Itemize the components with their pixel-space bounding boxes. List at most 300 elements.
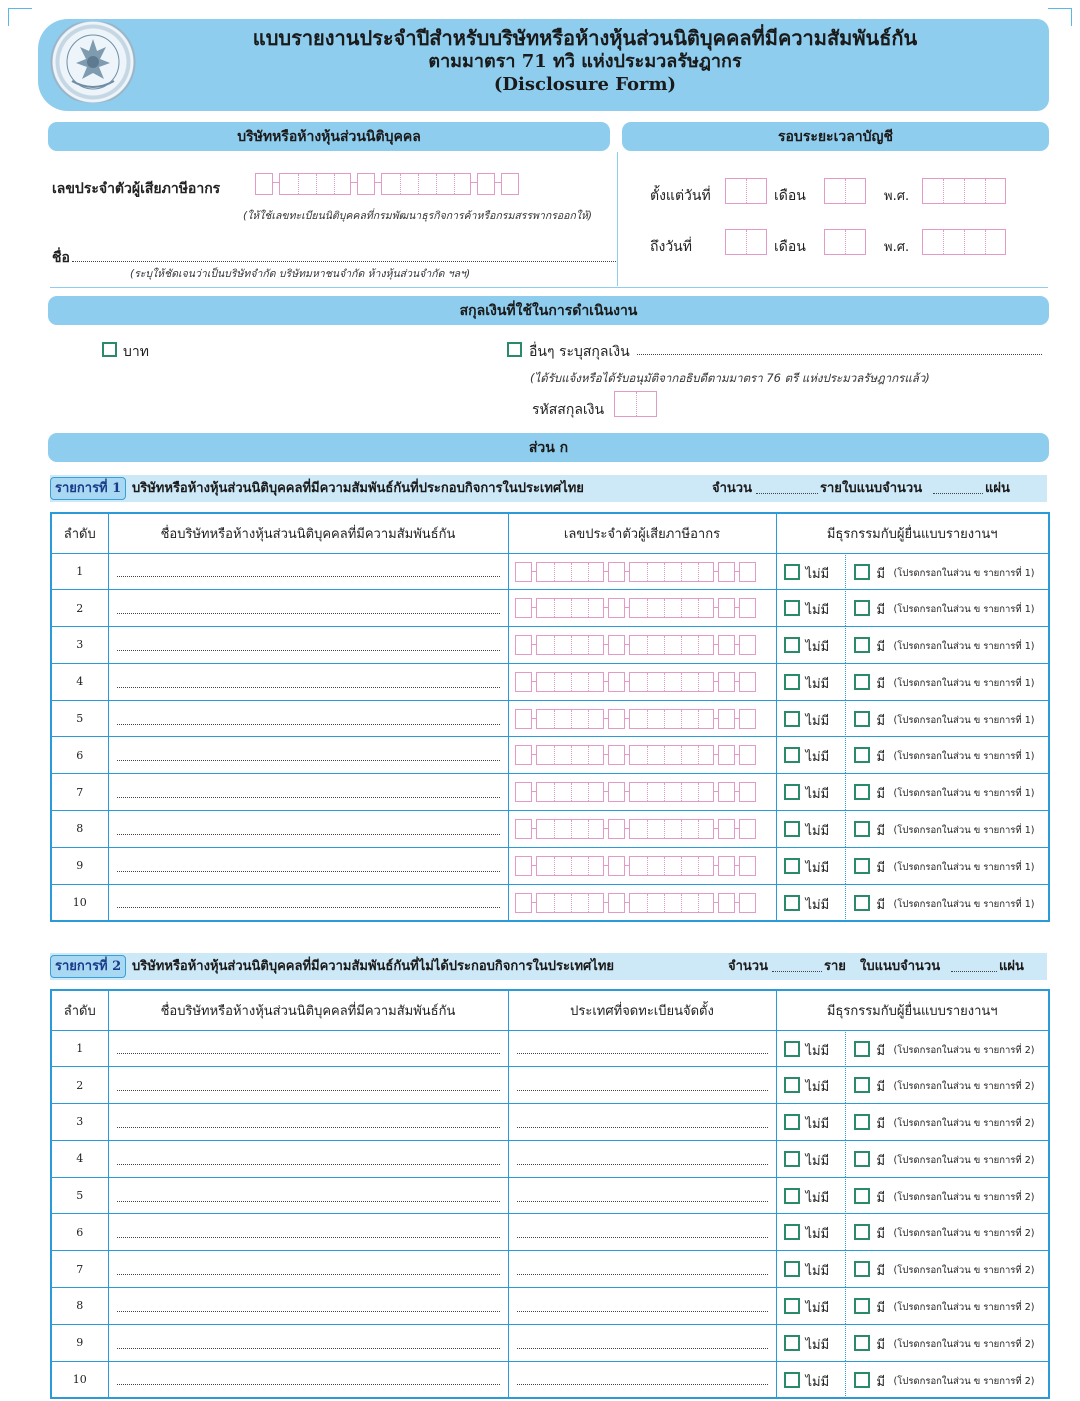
- taxid-digit-group[interactable]: [718, 635, 735, 655]
- part-a-title: ส่วน ก: [48, 433, 1049, 462]
- row-number: 4: [51, 663, 108, 700]
- related-company-name-field[interactable]: [108, 1214, 508, 1251]
- has-transaction-checkbox[interactable]: [854, 895, 870, 911]
- taxid-digit-group[interactable]: [255, 173, 273, 195]
- row-number: 8: [51, 811, 108, 848]
- to-year-field[interactable]: [922, 229, 1006, 255]
- from-day-field[interactable]: [725, 178, 767, 204]
- taxid-digit-group[interactable]: [515, 709, 532, 729]
- company-section-title: บริษัทหรือห้างหุ้นส่วนนิติบุคคล: [48, 122, 610, 151]
- table-row: [51, 1361, 1049, 1398]
- row-number: 5: [51, 1177, 108, 1214]
- yes-note: (โปรดกรอกในส่วน ข รายการที่ 2): [893, 1302, 1035, 1314]
- related-company-name-field[interactable]: [108, 1030, 508, 1067]
- taxid-digit-group[interactable]: [608, 598, 625, 618]
- taxid-digit-group[interactable]: [608, 893, 625, 913]
- taxid-digit-group[interactable]: [739, 672, 756, 692]
- taxid-digit-group[interactable]: [629, 672, 714, 692]
- related-company-name-field[interactable]: [108, 1177, 508, 1214]
- yes-note: (โปรดกรอกในส่วน ข รายการที่ 1): [893, 677, 1035, 689]
- transaction-options: [776, 663, 1049, 700]
- no-transaction-checkbox[interactable]: [784, 637, 800, 653]
- country-field[interactable]: [508, 1140, 776, 1177]
- item-1-tag: รายการที่ 1: [50, 477, 126, 500]
- taxid-digit-group[interactable]: [629, 598, 714, 618]
- baht-label: บาท: [123, 344, 149, 360]
- related-company-name-field[interactable]: [108, 737, 508, 774]
- country-field[interactable]: [508, 1067, 776, 1104]
- table-row: [51, 847, 1049, 884]
- no-transaction-checkbox[interactable]: [784, 1372, 800, 1388]
- item-2-attach-unit: แผ่น: [999, 959, 1024, 974]
- yes-label: มี: [876, 824, 886, 840]
- country-field[interactable]: [508, 1324, 776, 1361]
- title-line-2: ตามมาตรา 71 ทวิ แห่งประมวลรัษฎากร: [428, 51, 742, 72]
- has-transaction-checkbox[interactable]: [854, 600, 870, 616]
- transaction-options: [776, 1288, 1049, 1325]
- column-header-company-name: ชื่อบริษัทหรือห้างหุ้นส่วนนิติบุคคลที่มีความสัมพันธ์กัน: [108, 990, 508, 1030]
- taxid-digit-group[interactable]: [536, 782, 604, 802]
- taxid-digit-group[interactable]: [381, 173, 471, 195]
- related-company-name-field[interactable]: [108, 774, 508, 811]
- currency-code-label: รหัสสกุลเงิน: [532, 402, 605, 418]
- yes-note: (โปรดกรอกในส่วน ข รายการที่ 1): [893, 751, 1035, 763]
- other-currency-note: (ได้รับแจ้งหรือได้รับอนุมัติจากอธิบดีตามมาตรา 76 ตรี แห่งประมวลรัษฎากรแล้ว): [530, 371, 930, 385]
- no-transaction-checkbox[interactable]: [784, 1077, 800, 1093]
- yes-note: (โปรดกรอกในส่วน ข รายการที่ 2): [893, 1191, 1035, 1203]
- taxid-digit-group[interactable]: [718, 598, 735, 618]
- row-number: 5: [51, 700, 108, 737]
- related-taxid-field[interactable]: [508, 774, 776, 811]
- yes-label: มี: [876, 1227, 886, 1243]
- transaction-options: [776, 811, 1049, 848]
- item-1-count-field[interactable]: [756, 493, 818, 494]
- to-month-label: เดือน: [774, 239, 806, 255]
- has-transaction-checkbox[interactable]: [854, 1224, 870, 1240]
- taxid-digit-group[interactable]: [608, 709, 625, 729]
- row-number: 9: [51, 1324, 108, 1361]
- item-1-table: [50, 512, 1050, 922]
- option-divider: [845, 663, 846, 700]
- no-label: ไม่มี: [805, 1190, 830, 1206]
- taxid-digit-group[interactable]: [629, 635, 714, 655]
- from-month-field[interactable]: [824, 178, 866, 204]
- option-divider: [845, 1103, 846, 1140]
- yes-note: (โปรดกรอกในส่วน ข รายการที่ 2): [893, 1338, 1035, 1350]
- related-taxid-field[interactable]: [508, 737, 776, 774]
- taxid-digit-group[interactable]: [536, 856, 604, 876]
- has-transaction-checkbox[interactable]: [854, 858, 870, 874]
- country-field[interactable]: [508, 1177, 776, 1214]
- other-currency-field[interactable]: [637, 354, 1042, 355]
- other-currency-label: อื่นๆ ระบุสกุลเงิน: [529, 344, 630, 360]
- item-2-count-field[interactable]: [772, 971, 822, 972]
- taxid-digit-group[interactable]: [477, 173, 495, 195]
- taxid-digit-group[interactable]: [515, 672, 532, 692]
- row-number: 3: [51, 1104, 108, 1141]
- taxid-digit-group[interactable]: [739, 893, 756, 913]
- option-divider: [845, 626, 846, 663]
- taxid-digit-group[interactable]: [718, 819, 735, 839]
- has-transaction-checkbox[interactable]: [854, 637, 870, 653]
- no-transaction-checkbox[interactable]: [784, 600, 800, 616]
- taxid-digit-group[interactable]: [536, 709, 604, 729]
- transaction-options: [776, 884, 1049, 921]
- country-field[interactable]: [508, 1104, 776, 1141]
- yes-label: มี: [876, 713, 886, 729]
- transaction-options: [776, 700, 1049, 737]
- title-line-1: แบบรายงานประจำปีสำหรับบริษัทหรือห้างหุ้นส่วนนิติบุคคลที่มีความสัมพันธ์กัน: [252, 26, 918, 50]
- taxid-digit-group[interactable]: [739, 598, 756, 618]
- no-transaction-checkbox[interactable]: [784, 674, 800, 690]
- taxid-digit-group[interactable]: [739, 635, 756, 655]
- item-2-count-unit: ราย: [824, 959, 846, 974]
- taxid-digit-group[interactable]: [608, 672, 625, 692]
- has-transaction-checkbox[interactable]: [854, 1335, 870, 1351]
- taxid-digit-group[interactable]: [629, 782, 714, 802]
- taxid-digit-group[interactable]: [718, 562, 735, 582]
- taxid-digit-group[interactable]: [739, 745, 756, 765]
- row-number: 10: [51, 1361, 108, 1398]
- yes-label: มี: [876, 1301, 886, 1317]
- taxid-digit-group[interactable]: [629, 856, 714, 876]
- item-1-attach-label: ใบแนบจำนวน: [842, 481, 923, 496]
- related-company-name-field[interactable]: [108, 700, 508, 737]
- yes-label: มี: [876, 1337, 886, 1353]
- taxid-digit-group[interactable]: [629, 562, 714, 582]
- no-label: ไม่มี: [805, 713, 830, 729]
- table-row: [51, 737, 1049, 774]
- column-header-taxid: เลขประจำตัวผู้เสียภาษีอากร: [508, 513, 776, 553]
- transaction-options: [776, 1030, 1049, 1067]
- yes-note: (โปรดกรอกในส่วน ข รายการที่ 1): [893, 641, 1035, 653]
- table-row: [51, 663, 1049, 700]
- transaction-options: [776, 847, 1049, 884]
- currency-code-field[interactable]: [614, 391, 657, 417]
- option-divider: [845, 736, 846, 773]
- related-company-name-field[interactable]: [108, 884, 508, 921]
- row-number: 6: [51, 737, 108, 774]
- taxid-digit-group[interactable]: [718, 709, 735, 729]
- table-row: [51, 1140, 1049, 1177]
- yes-label: มี: [876, 603, 886, 619]
- country-field[interactable]: [508, 1251, 776, 1288]
- option-divider: [845, 884, 846, 921]
- yes-label: มี: [876, 897, 886, 913]
- item-2-attach-field[interactable]: [951, 971, 997, 972]
- taxid-digit-group[interactable]: [608, 562, 625, 582]
- from-date-label: ตั้งแต่วันที่: [650, 188, 711, 204]
- company-taxid-field[interactable]: [255, 173, 585, 195]
- has-transaction-checkbox[interactable]: [854, 1298, 870, 1314]
- option-divider: [845, 773, 846, 810]
- transaction-options: [776, 1324, 1049, 1361]
- no-label: ไม่มี: [805, 603, 830, 619]
- taxid-digit-group[interactable]: [718, 672, 735, 692]
- taxid-digit-group[interactable]: [739, 782, 756, 802]
- table-row: [51, 884, 1049, 921]
- related-company-name-field[interactable]: [108, 811, 508, 848]
- section-divider: [617, 152, 618, 286]
- yes-note: (โปรดกรอกในส่วน ข รายการที่ 2): [893, 1154, 1035, 1166]
- taxid-digit-group[interactable]: [515, 856, 532, 876]
- from-year-field[interactable]: [922, 178, 1006, 204]
- related-company-name-field[interactable]: [108, 1361, 508, 1398]
- currency-section-title: สกุลเงินที่ใช้ในการดำเนินงาน: [48, 296, 1049, 325]
- no-transaction-checkbox[interactable]: [784, 1114, 800, 1130]
- company-name-field[interactable]: [72, 261, 616, 262]
- has-transaction-checkbox[interactable]: [854, 784, 870, 800]
- option-divider: [845, 1324, 846, 1361]
- related-taxid-field[interactable]: [508, 663, 776, 700]
- to-day-field[interactable]: [725, 229, 767, 255]
- name-note: (ระบุให้ชัดเจนว่าเป็นบริษัทจำกัด บริษัทมหาชนจำกัด ห้างหุ้นส่วนจำกัด ฯลฯ): [130, 268, 471, 280]
- no-transaction-checkbox[interactable]: [784, 747, 800, 763]
- related-taxid-field[interactable]: [508, 700, 776, 737]
- yes-label: มี: [876, 676, 886, 692]
- no-transaction-checkbox[interactable]: [784, 821, 800, 837]
- has-transaction-checkbox[interactable]: [854, 564, 870, 580]
- no-transaction-checkbox[interactable]: [784, 1041, 800, 1057]
- related-company-name-field[interactable]: [108, 1251, 508, 1288]
- has-transaction-checkbox[interactable]: [854, 1077, 870, 1093]
- yes-label: มี: [876, 1043, 886, 1059]
- taxid-digit-group[interactable]: [629, 709, 714, 729]
- no-transaction-checkbox[interactable]: [784, 1335, 800, 1351]
- no-transaction-checkbox[interactable]: [784, 711, 800, 727]
- taxid-digit-group[interactable]: [608, 819, 625, 839]
- related-taxid-field[interactable]: [508, 590, 776, 627]
- taxid-digit-group[interactable]: [629, 893, 714, 913]
- taxid-digit-group[interactable]: [536, 635, 604, 655]
- related-company-name-field[interactable]: [108, 1324, 508, 1361]
- taxid-digit-group[interactable]: [515, 598, 532, 618]
- no-transaction-checkbox[interactable]: [784, 895, 800, 911]
- transaction-options: [776, 1104, 1049, 1141]
- taxid-digit-group[interactable]: [515, 635, 532, 655]
- yes-label: มี: [876, 1190, 886, 1206]
- taxid-digit-group[interactable]: [501, 173, 519, 195]
- item-2-table: [50, 989, 1050, 1399]
- to-date-label: ถึงวันที่: [650, 239, 692, 255]
- option-divider: [845, 810, 846, 847]
- no-label: ไม่มี: [805, 1043, 830, 1059]
- taxid-digit-group[interactable]: [536, 598, 604, 618]
- has-transaction-checkbox[interactable]: [854, 821, 870, 837]
- crop-mark-top-right: [1048, 8, 1072, 26]
- country-field[interactable]: [508, 1361, 776, 1398]
- table-row: [51, 1030, 1049, 1067]
- transaction-options: [776, 737, 1049, 774]
- from-month-label: เดือน: [774, 188, 806, 204]
- transaction-options: [776, 774, 1049, 811]
- related-company-name-field[interactable]: [108, 847, 508, 884]
- title-line-3: (Disclosure Form): [493, 74, 677, 95]
- taxid-digit-group[interactable]: [739, 856, 756, 876]
- transaction-options: [776, 1251, 1049, 1288]
- from-year-label: พ.ศ.: [884, 189, 910, 204]
- table-row: [51, 1288, 1049, 1325]
- table-row: [51, 1104, 1049, 1141]
- taxid-digit-group[interactable]: [718, 856, 735, 876]
- taxid-digit-group[interactable]: [515, 893, 532, 913]
- option-divider: [845, 553, 846, 590]
- taxid-digit-group[interactable]: [515, 562, 532, 582]
- yes-label: มี: [876, 1153, 886, 1169]
- taxid-digit-group[interactable]: [739, 819, 756, 839]
- related-company-name-field[interactable]: [108, 553, 508, 590]
- related-company-name-field[interactable]: [108, 590, 508, 627]
- transaction-options: [776, 590, 1049, 627]
- related-taxid-field[interactable]: [508, 811, 776, 848]
- has-transaction-checkbox[interactable]: [854, 1041, 870, 1057]
- table-row: [51, 627, 1049, 664]
- related-company-name-field[interactable]: [108, 1067, 508, 1104]
- yes-note: (โปรดกรอกในส่วน ข รายการที่ 1): [893, 567, 1035, 579]
- no-transaction-checkbox[interactable]: [784, 1298, 800, 1314]
- column-header-transactions: มีธุรกรรมกับผู้ยื่นแบบรายงานฯ: [776, 990, 1049, 1030]
- no-transaction-checkbox[interactable]: [784, 1224, 800, 1240]
- related-company-name-field[interactable]: [108, 1288, 508, 1325]
- yes-label: มี: [876, 566, 886, 582]
- related-company-name-field[interactable]: [108, 1104, 508, 1141]
- related-company-name-field[interactable]: [108, 663, 508, 700]
- taxid-digit-group[interactable]: [718, 745, 735, 765]
- table-row: [51, 700, 1049, 737]
- taxid-digit-group[interactable]: [536, 672, 604, 692]
- yes-label: มี: [876, 787, 886, 803]
- option-divider: [845, 1250, 846, 1287]
- item-1-attach-field[interactable]: [933, 493, 983, 494]
- option-divider: [845, 1213, 846, 1250]
- taxid-digit-group[interactable]: [536, 819, 604, 839]
- table-row: [51, 1324, 1049, 1361]
- item-2-description: บริษัทหรือห้างหุ้นส่วนนิติบุคคลที่มีความสัมพันธ์กันที่ไม่ได้ประกอบกิจการในประเทศไทย: [132, 959, 615, 974]
- taxid-digit-group[interactable]: [608, 635, 625, 655]
- row-number: 7: [51, 774, 108, 811]
- no-transaction-checkbox[interactable]: [784, 858, 800, 874]
- no-label: ไม่มี: [805, 676, 830, 692]
- related-company-name-field[interactable]: [108, 627, 508, 664]
- has-transaction-checkbox[interactable]: [854, 747, 870, 763]
- taxid-digit-group[interactable]: [739, 709, 756, 729]
- taxid-digit-group[interactable]: [608, 745, 625, 765]
- option-divider: [845, 1361, 846, 1398]
- related-taxid-field[interactable]: [508, 627, 776, 664]
- has-transaction-checkbox[interactable]: [854, 1261, 870, 1277]
- taxid-digit-group[interactable]: [357, 173, 375, 195]
- option-divider: [845, 847, 846, 884]
- taxid-digit-group[interactable]: [608, 782, 625, 802]
- related-company-name-field[interactable]: [108, 1140, 508, 1177]
- taxid-digit-group[interactable]: [718, 893, 735, 913]
- taxid-digit-group[interactable]: [515, 745, 532, 765]
- row-number: 6: [51, 1214, 108, 1251]
- yes-note: (โปรดกรอกในส่วน ข รายการที่ 1): [893, 714, 1035, 726]
- taxid-digit-group[interactable]: [629, 745, 714, 765]
- no-label: ไม่มี: [805, 860, 830, 876]
- table-row: [51, 774, 1049, 811]
- related-taxid-field[interactable]: [508, 847, 776, 884]
- taxid-digit-group[interactable]: [536, 893, 604, 913]
- related-taxid-field[interactable]: [508, 553, 776, 590]
- item-1-count-label: จำนวน: [712, 481, 752, 496]
- transaction-options: [776, 1177, 1049, 1214]
- transaction-options: [776, 1361, 1049, 1398]
- no-label: ไม่มี: [805, 1337, 830, 1353]
- yes-note: (โปรดกรอกในส่วน ข รายการที่ 2): [893, 1265, 1035, 1277]
- taxid-digit-group[interactable]: [515, 819, 532, 839]
- yes-label: มี: [876, 640, 886, 656]
- row-number: 2: [51, 1067, 108, 1104]
- to-month-field[interactable]: [824, 229, 866, 255]
- yes-label: มี: [876, 1264, 886, 1280]
- to-year-label: พ.ศ.: [884, 240, 910, 255]
- no-label: ไม่มี: [805, 640, 830, 656]
- taxid-note: (ให้ใช้เลขทะเบียนนิติบุคคลที่กรมพัฒนาธุรกิจการค้าหรือกรมสรรพากรออกให้): [243, 210, 592, 222]
- no-transaction-checkbox[interactable]: [784, 1151, 800, 1167]
- transaction-options: [776, 1140, 1049, 1177]
- taxid-digit-group[interactable]: [739, 562, 756, 582]
- has-transaction-checkbox[interactable]: [854, 674, 870, 690]
- row-number: 2: [51, 590, 108, 627]
- other-currency-checkbox[interactable]: [507, 342, 522, 357]
- related-taxid-field[interactable]: [508, 884, 776, 921]
- taxid-digit-group[interactable]: [629, 819, 714, 839]
- table-row: [51, 1177, 1049, 1214]
- item-2-attach-label: ใบแนบจำนวน: [860, 959, 941, 974]
- no-transaction-checkbox[interactable]: [784, 564, 800, 580]
- option-divider: [845, 1140, 846, 1177]
- has-transaction-checkbox[interactable]: [854, 1151, 870, 1167]
- country-field[interactable]: [508, 1288, 776, 1325]
- no-label: ไม่มี: [805, 1374, 830, 1390]
- option-divider: [845, 1030, 846, 1067]
- has-transaction-checkbox[interactable]: [854, 1114, 870, 1130]
- has-transaction-checkbox[interactable]: [854, 1372, 870, 1388]
- transaction-options: [776, 553, 1049, 590]
- row-number: 3: [51, 627, 108, 664]
- baht-checkbox[interactable]: [102, 342, 117, 357]
- transaction-options: [776, 1214, 1049, 1251]
- country-field[interactable]: [508, 1030, 776, 1067]
- has-transaction-checkbox[interactable]: [854, 711, 870, 727]
- has-transaction-checkbox[interactable]: [854, 1188, 870, 1204]
- table-row: [51, 590, 1049, 627]
- row-number: 7: [51, 1251, 108, 1288]
- no-label: ไม่มี: [805, 1117, 830, 1133]
- taxid-digit-group[interactable]: [536, 562, 604, 582]
- column-header-transactions: มีธุรกรรมกับผู้ยื่นแบบรายงานฯ: [776, 513, 1049, 553]
- table-row: [51, 553, 1049, 590]
- no-transaction-checkbox[interactable]: [784, 784, 800, 800]
- taxid-digit-group[interactable]: [536, 745, 604, 765]
- yes-note: (โปรดกรอกในส่วน ข รายการที่ 2): [893, 1228, 1035, 1240]
- country-field[interactable]: [508, 1214, 776, 1251]
- column-header-no: ลำดับ: [51, 513, 108, 553]
- item-2-tag: รายการที่ 2: [50, 955, 126, 978]
- taxid-digit-group[interactable]: [279, 173, 351, 195]
- no-transaction-checkbox[interactable]: [784, 1188, 800, 1204]
- option-divider: [845, 700, 846, 737]
- form-title: [150, 26, 1020, 97]
- no-transaction-checkbox[interactable]: [784, 1261, 800, 1277]
- taxid-digit-group[interactable]: [608, 856, 625, 876]
- yes-label: มี: [876, 750, 886, 766]
- taxid-digit-group[interactable]: [718, 782, 735, 802]
- column-header-no: ลำดับ: [51, 990, 108, 1030]
- taxid-digit-group[interactable]: [515, 782, 532, 802]
